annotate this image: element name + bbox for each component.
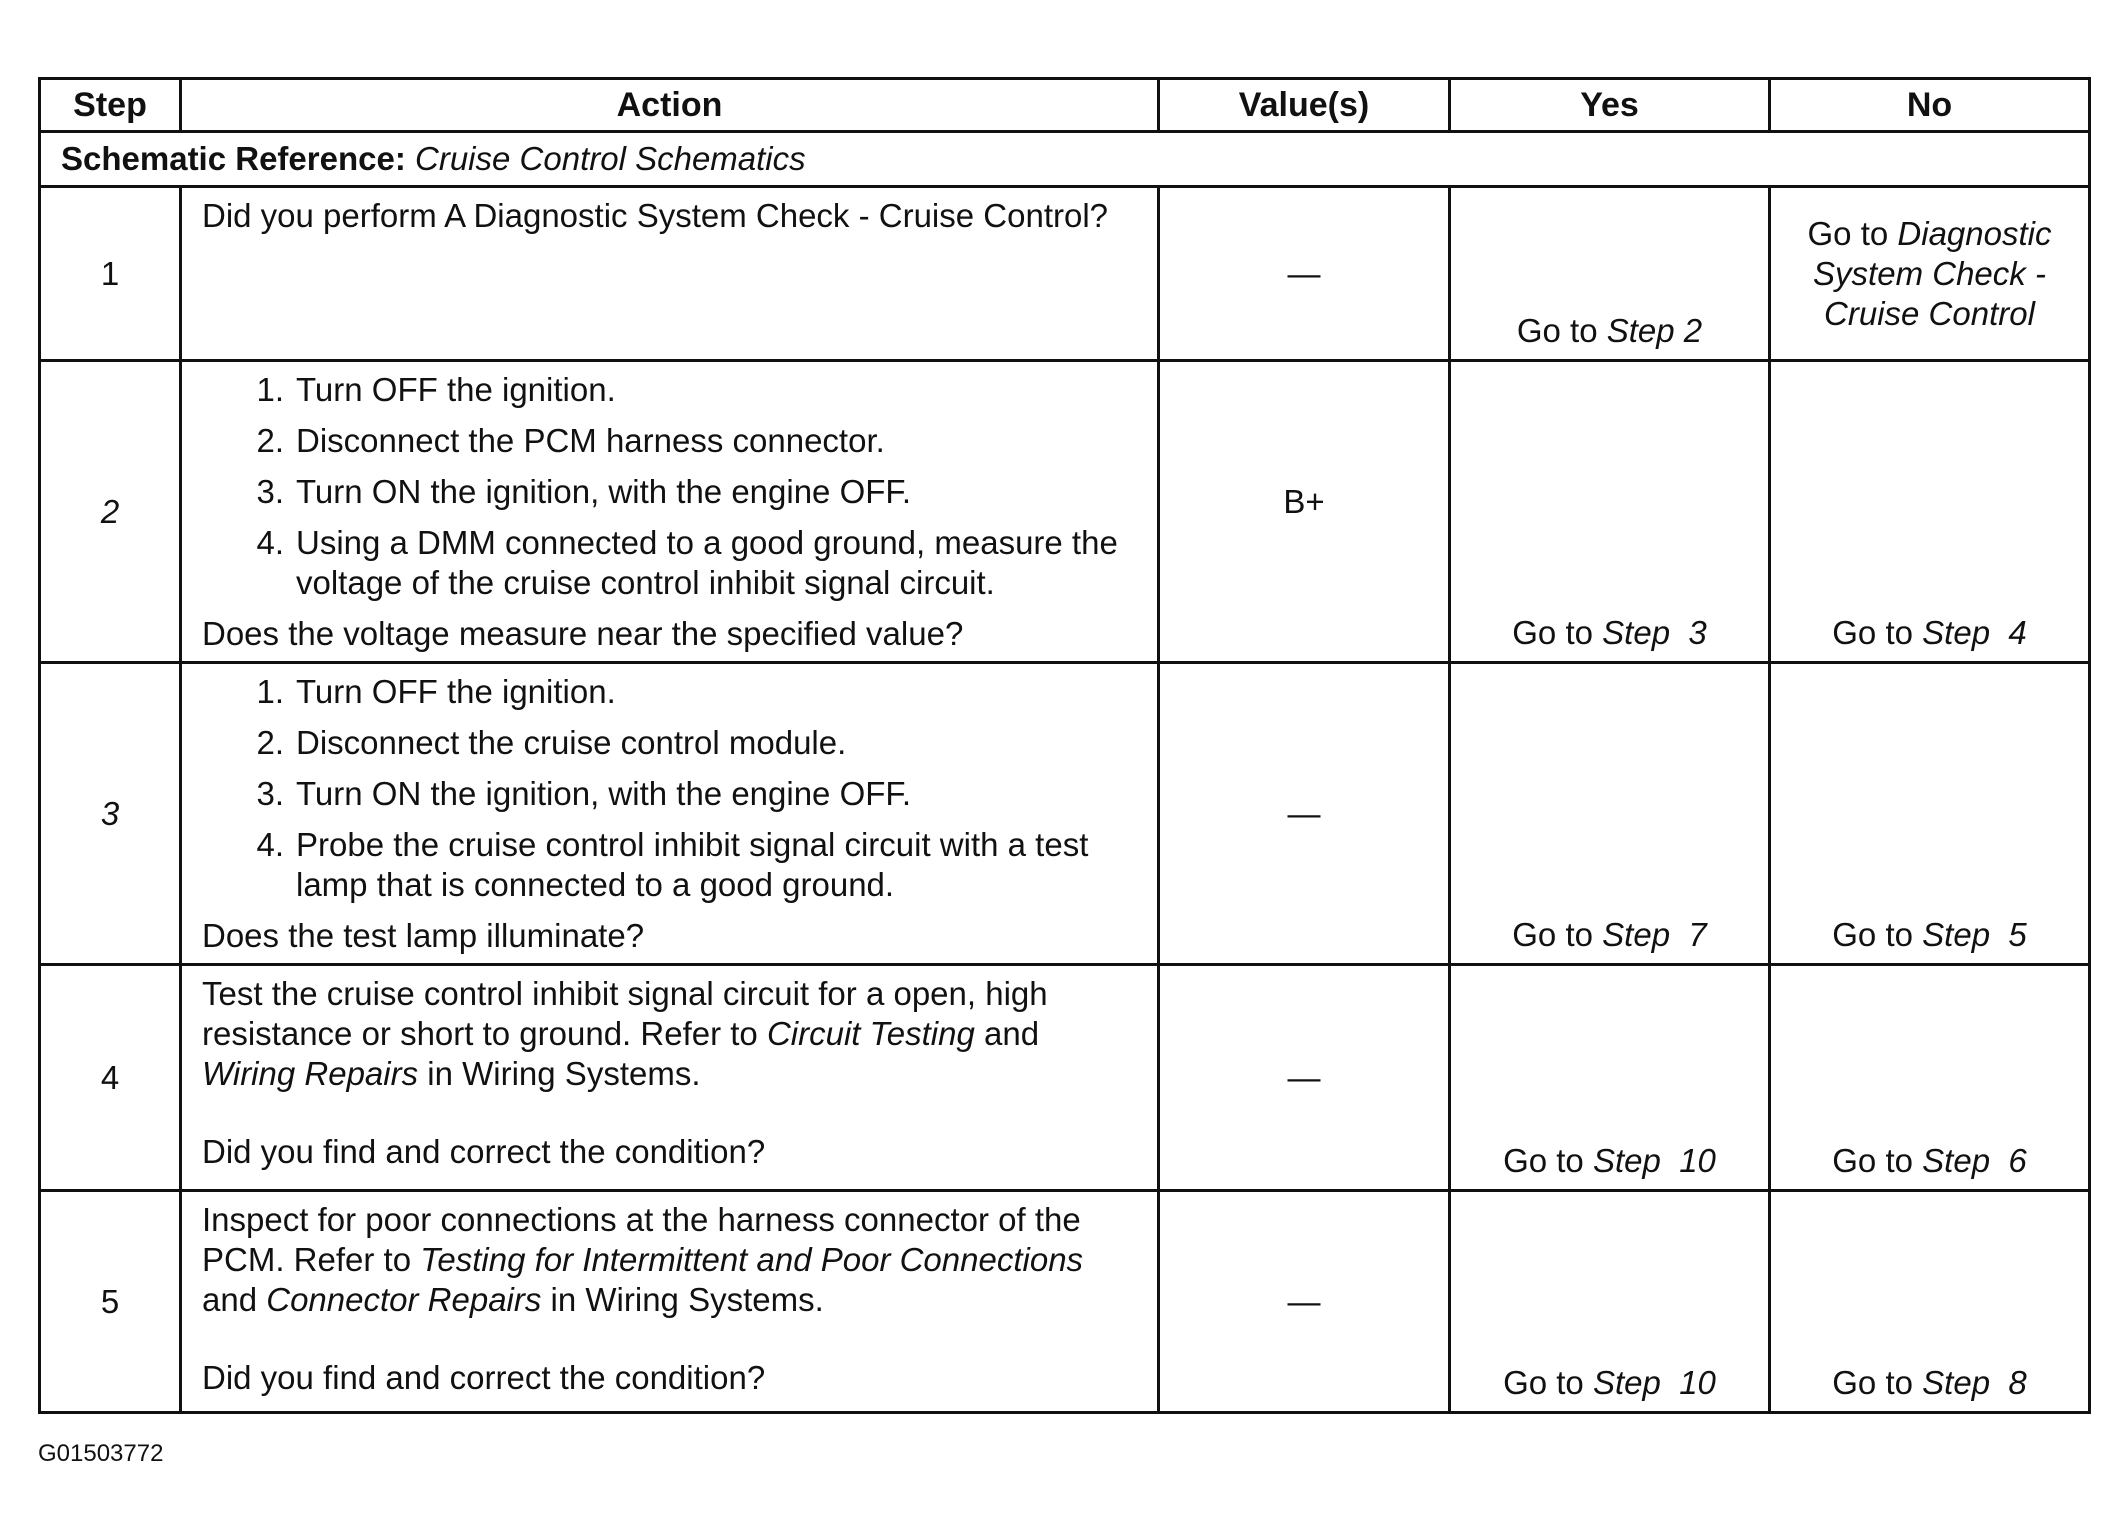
yes-cell[interactable] — [1450, 965, 1770, 1191]
spacer — [202, 1094, 1139, 1132]
action-question: Did you find and correct the condition? — [202, 1133, 766, 1170]
action-paragraph — [202, 1200, 1139, 1320]
table-row — [40, 1191, 2090, 1413]
table-row — [40, 965, 2090, 1191]
paragraph-text: Test the cruise control inhibit signal circuit for a open, high resistance or short to ground. Refer to — [202, 975, 1048, 1052]
table-row — [40, 663, 2090, 965]
no-step-link[interactable]: Step 6 — [1922, 1142, 2027, 1179]
action-steps-list — [202, 370, 1139, 603]
item-number: 3. — [256, 775, 284, 812]
connector-repairs-link[interactable]: Connector Repairs — [266, 1281, 542, 1318]
item-text: Turn OFF the ignition. — [296, 371, 616, 408]
yes-step-link[interactable]: Step 2 — [1606, 312, 1703, 349]
header-action: Action — [181, 79, 1159, 132]
table-row — [40, 187, 2090, 361]
yes-step-link[interactable]: Step 10 — [1592, 1142, 1716, 1179]
action-cell — [181, 1191, 1159, 1413]
yes-prefix: Go to — [1503, 1364, 1584, 1401]
list-item — [202, 825, 1139, 905]
yes-cell[interactable] — [1450, 1191, 1770, 1413]
step-number: 3 — [40, 663, 181, 965]
no-diagnostic-link[interactable]: Diagnostic System Check - Cruise Control — [1813, 214, 2052, 332]
testing-intermittent-link[interactable]: Testing for Intermittent and Poor Connections — [420, 1241, 1084, 1278]
yes-step-link[interactable]: Step 10 — [1592, 1364, 1716, 1401]
item-text: Probe the cruise control inhibit signal circuit with a test lamp that is connected to a good ground. — [296, 826, 1089, 903]
item-number: 1. — [256, 371, 284, 408]
item-text: Using a DMM connected to a good ground, measure the voltage of the cruise control inhibit signal circuit. — [296, 524, 1118, 601]
header-step: Step — [40, 79, 181, 132]
no-step-link[interactable]: Step 5 — [1922, 916, 2027, 953]
no-cell[interactable] — [1770, 965, 2090, 1191]
yes-prefix: Go to — [1512, 614, 1593, 651]
yes-prefix: Go to — [1516, 312, 1598, 349]
action-question: Does the voltage measure near the specified value? — [202, 615, 964, 652]
no-cell[interactable] — [1770, 1191, 2090, 1413]
yes-cell[interactable] — [1450, 663, 1770, 965]
step-number: 4 — [40, 965, 181, 1191]
step-number: 2 — [40, 361, 181, 663]
header-row — [40, 79, 2090, 132]
yes-prefix: Go to — [1512, 916, 1593, 953]
list-item — [202, 672, 1139, 712]
header-no: No — [1770, 79, 2090, 132]
no-prefix: Go to — [1832, 916, 1913, 953]
header-values: Value(s) — [1159, 79, 1450, 132]
spacer — [202, 1320, 1139, 1358]
step-number: 1 — [40, 187, 181, 361]
list-item — [202, 370, 1139, 410]
no-prefix: Go to — [1832, 1142, 1913, 1179]
table-row — [40, 361, 2090, 663]
action-question: Did you find and correct the condition? — [202, 1359, 766, 1396]
list-item — [202, 421, 1139, 461]
no-cell[interactable] — [1770, 187, 2090, 361]
no-step-link[interactable]: Step 8 — [1922, 1364, 2027, 1401]
item-number: 3. — [256, 473, 284, 510]
no-cell[interactable] — [1770, 361, 2090, 663]
paragraph-text: and — [974, 1015, 1040, 1052]
paragraph-text: Inspect for poor connections at the harness connector of the PCM. Refer to — [202, 1201, 1081, 1278]
yes-cell[interactable] — [1450, 361, 1770, 663]
action-text: Did you perform A Diagnostic System Check - Cruise Control? — [202, 197, 1109, 234]
paragraph-text: in Wiring Systems. — [418, 1055, 701, 1092]
item-number: 2. — [256, 724, 284, 761]
item-number: 1. — [256, 673, 284, 710]
value-cell: — — [1159, 1191, 1450, 1413]
circuit-testing-link[interactable]: Circuit Testing — [766, 1015, 975, 1052]
wiring-repairs-link[interactable]: Wiring Repairs — [202, 1055, 419, 1092]
schematic-reference-link[interactable]: Cruise Control Schematics — [415, 140, 806, 177]
schematic-reference-row — [40, 132, 2090, 187]
value-cell: — — [1159, 187, 1450, 361]
list-item — [202, 523, 1139, 603]
action-cell — [181, 187, 1159, 361]
figure-id: G01503772 — [38, 1440, 164, 1467]
yes-step-link[interactable]: Step 3 — [1602, 614, 1707, 651]
item-text: Turn ON the ignition, with the engine OFF. — [296, 775, 912, 812]
yes-step-link[interactable]: Step 7 — [1602, 916, 1707, 953]
item-text: Turn ON the ignition, with the engine OFF. — [296, 473, 912, 510]
no-prefix: Go to — [1807, 214, 1889, 252]
diagnostic-table — [38, 77, 2091, 1414]
paragraph-text: in Wiring Systems. — [541, 1281, 824, 1318]
no-prefix: Go to — [1832, 614, 1913, 651]
item-number: 2. — [256, 422, 284, 459]
no-step-link[interactable]: Step 4 — [1922, 614, 2027, 651]
value-cell: — — [1159, 663, 1450, 965]
action-steps-list — [202, 672, 1139, 905]
no-prefix: Go to — [1832, 1364, 1913, 1401]
action-paragraph — [202, 974, 1139, 1094]
schematic-reference-cell — [40, 132, 2090, 187]
action-cell — [181, 965, 1159, 1191]
paragraph-text: and — [202, 1281, 267, 1318]
list-item — [202, 723, 1139, 763]
yes-prefix: Go to — [1503, 1142, 1584, 1179]
item-number: 4. — [256, 826, 284, 863]
action-cell — [181, 663, 1159, 965]
item-text: Turn OFF the ignition. — [296, 673, 616, 710]
value-cell: — — [1159, 965, 1450, 1191]
schematic-reference-label: Schematic Reference: — [61, 140, 406, 177]
list-item — [202, 472, 1139, 512]
step-number: 5 — [40, 1191, 181, 1413]
no-cell[interactable] — [1770, 663, 2090, 965]
value-cell: B+ — [1159, 361, 1450, 663]
item-text: Disconnect the PCM harness connector. — [296, 422, 885, 459]
header-yes: Yes — [1450, 79, 1770, 132]
list-item — [202, 774, 1139, 814]
item-text: Disconnect the cruise control module. — [296, 724, 847, 761]
yes-cell[interactable] — [1450, 187, 1770, 361]
action-question: Does the test lamp illuminate? — [202, 917, 645, 954]
action-cell — [181, 361, 1159, 663]
item-number: 4. — [256, 524, 284, 561]
